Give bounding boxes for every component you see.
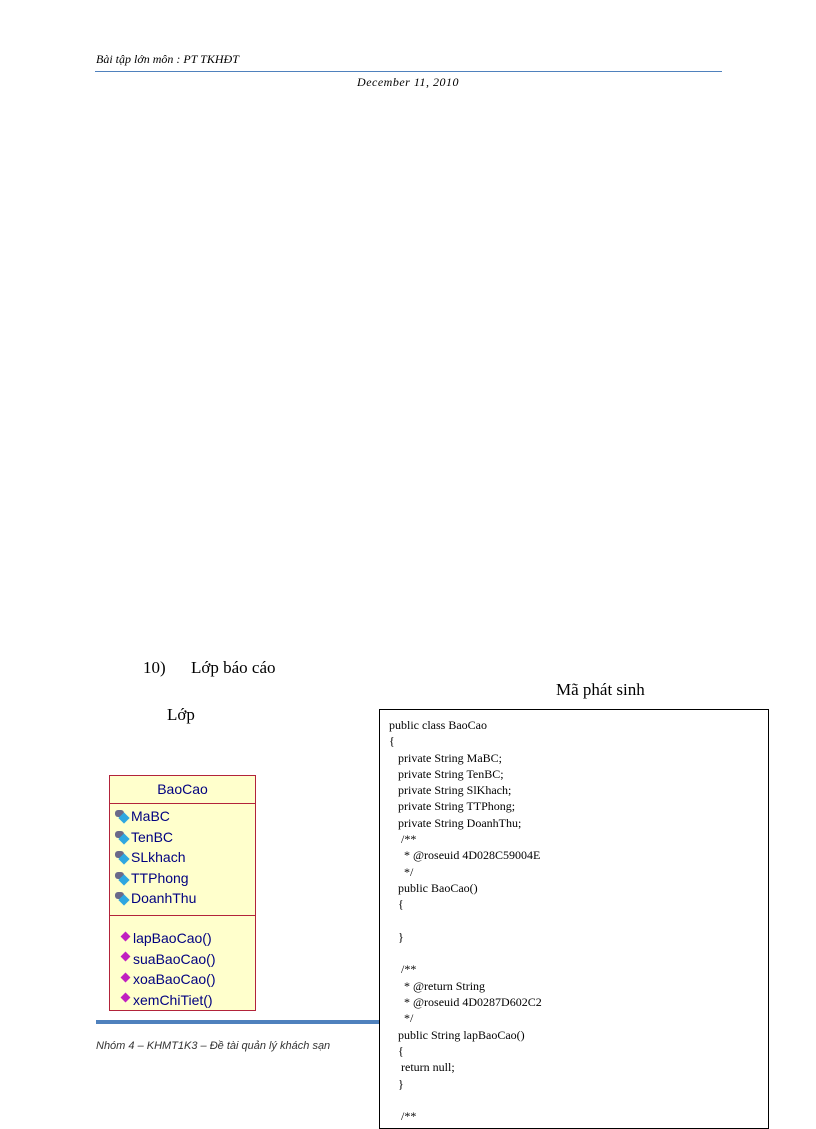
code-line: private String SlKhach;	[389, 783, 512, 798]
private-attribute-icon	[114, 871, 130, 885]
uml-operation	[110, 990, 255, 1011]
code-line: private String TenBC;	[389, 766, 504, 781]
uml-class-name: BaoCao	[110, 776, 255, 804]
uml-operations	[110, 916, 255, 1010]
uml-operation	[110, 928, 255, 949]
code-line: {	[389, 1043, 404, 1058]
header-course: Bài tập lớn môn : PT TKHĐT	[96, 52, 239, 66]
private-attribute-icon	[114, 891, 130, 905]
attribute-label: TenBC	[131, 828, 174, 845]
uml-operation	[110, 949, 255, 970]
uml-attribute	[110, 847, 255, 868]
code-line: public String lapBaoCao()	[389, 1027, 525, 1042]
generated-code-box	[379, 709, 769, 1129]
code-line: }	[389, 1076, 404, 1091]
operation-label: suaBaoCao()	[133, 950, 216, 967]
code-line	[389, 945, 768, 961]
public-operation-icon	[121, 952, 131, 962]
public-operation-icon	[121, 993, 131, 1003]
code-line	[389, 913, 768, 929]
footer-rule	[96, 1020, 379, 1024]
code-line: }	[389, 929, 404, 944]
uml-attribute	[110, 827, 255, 848]
public-operation-icon	[121, 972, 131, 982]
uml-attribute	[110, 806, 255, 827]
section-title: Lớp báo cáo	[191, 658, 276, 677]
code-line: private String TTPhong;	[389, 799, 516, 814]
code-line: public BaoCao()	[389, 880, 478, 895]
code-line: */	[389, 1011, 414, 1026]
private-attribute-icon	[114, 850, 130, 864]
code-line: * @return String	[389, 978, 486, 993]
code-line: {	[389, 897, 404, 912]
uml-operation	[110, 969, 255, 990]
code-line: * @roseuid 4D0287D602C2	[389, 995, 542, 1010]
attribute-label: MaBC	[131, 808, 170, 824]
class-heading: Lớp	[167, 705, 195, 724]
code-line: */	[389, 864, 414, 879]
code-line: {	[389, 734, 395, 749]
uml-class-box	[109, 775, 256, 1011]
public-operation-icon	[121, 931, 131, 941]
code-line: /**	[389, 1109, 417, 1124]
uml-attribute	[110, 868, 255, 889]
attribute-label: DoanhThu	[131, 890, 197, 906]
header-rule	[95, 71, 722, 72]
private-attribute-icon	[114, 830, 130, 844]
code-heading: Mã phát sinh	[556, 680, 645, 699]
code-line: private String DoanhThu;	[389, 815, 522, 830]
code-line: /**	[389, 832, 417, 847]
code-line: return null;	[389, 1060, 455, 1075]
operation-label: xoaBaoCao()	[133, 971, 216, 987]
uml-attribute	[110, 888, 255, 909]
private-attribute-icon	[114, 809, 130, 823]
code-line: public class BaoCao	[389, 718, 487, 732]
section-number: 10)	[143, 658, 166, 677]
code-line: /**	[389, 962, 417, 977]
uml-attributes	[110, 804, 255, 916]
attribute-label: TTPhong	[131, 869, 189, 886]
attribute-label: SLkhach	[131, 849, 186, 865]
code-line	[389, 1092, 768, 1108]
operation-label: lapBaoCao()	[133, 930, 212, 946]
footer-text: Nhóm 4 – KHMT1K3 – Đề tài quản lý khách sạn	[96, 1040, 331, 1052]
code-line: * @roseuid 4D028C59004E	[389, 848, 541, 863]
operation-label: xemChiTiet()	[133, 991, 213, 1008]
code-line: private String MaBC;	[389, 750, 502, 765]
header-date: December 11, 2010	[357, 75, 459, 89]
